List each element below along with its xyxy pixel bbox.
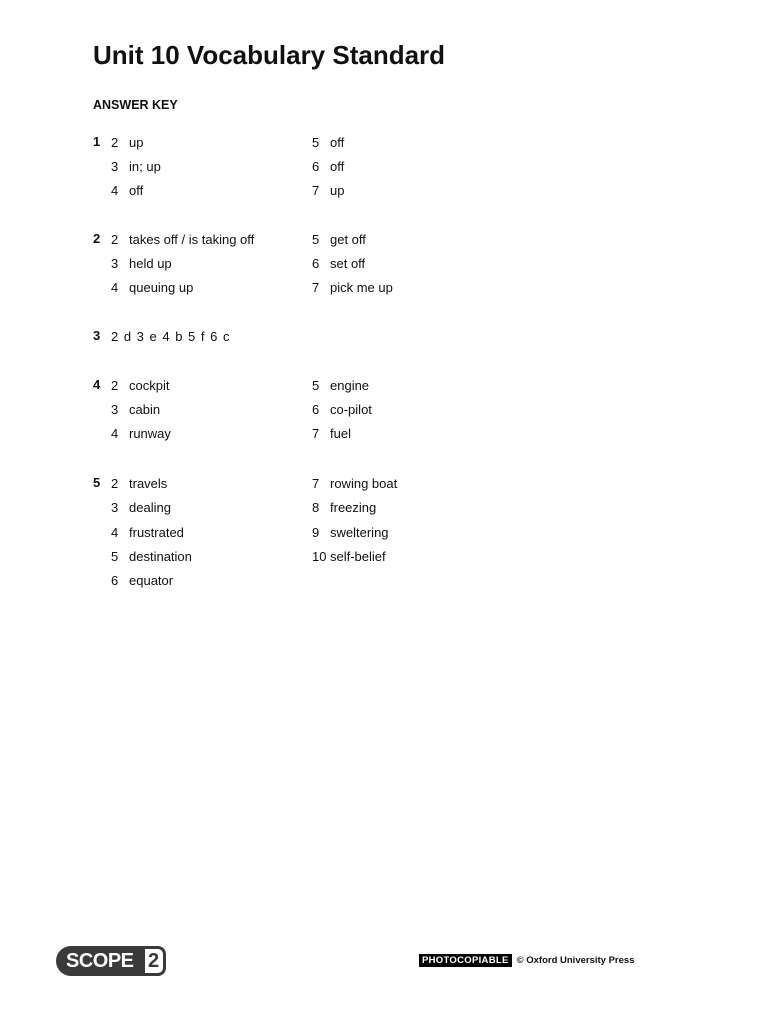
exercise-number: 3	[93, 328, 101, 343]
exercise-number: 4	[93, 377, 101, 392]
scope-logo	[56, 946, 166, 976]
copyright-text: © Oxford University Press	[516, 955, 635, 966]
logo-text: SCOPE	[56, 946, 142, 976]
exercise-number: 5	[93, 475, 101, 490]
exercise-number: 2	[93, 231, 101, 246]
photocopiable-badge: PHOTOCOPIABLE	[419, 954, 512, 967]
exercise-number: 1	[93, 134, 101, 149]
inline-answers: 2 d 3 e 4 b 5 f 6 c	[111, 329, 230, 344]
page-title: Unit 10 Vocabulary Standard	[93, 40, 446, 70]
footer-copyright	[419, 954, 634, 967]
answer-key-heading: ANSWER KEY	[93, 98, 178, 112]
logo-number: 2	[142, 946, 166, 976]
